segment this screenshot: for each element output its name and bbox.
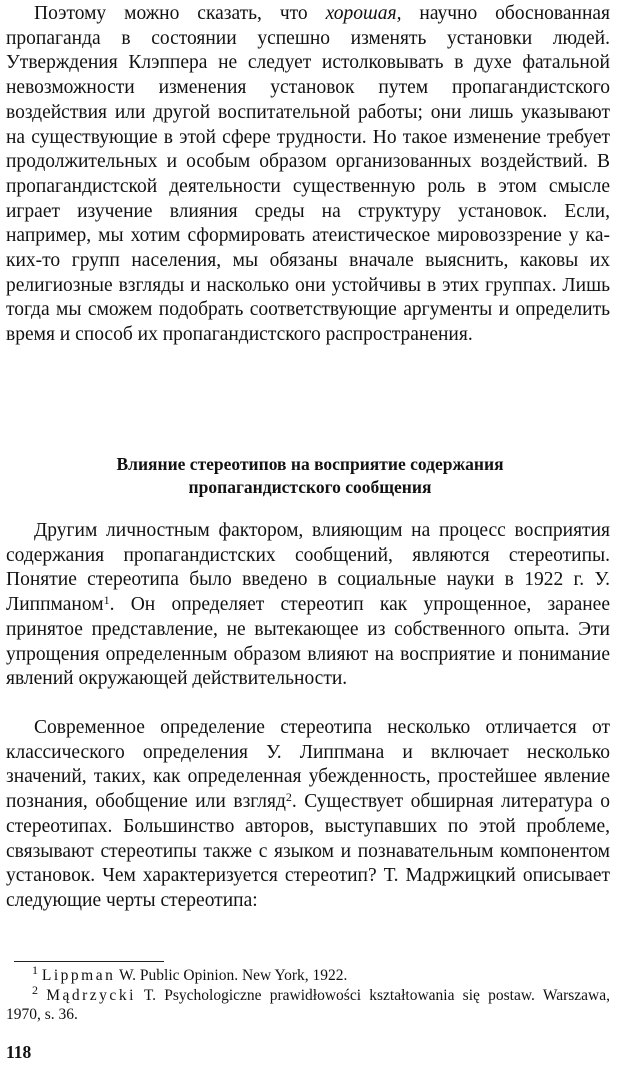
footnote-2-author: Mądrzycki [46, 986, 136, 1004]
footnote-ref-2: 2 [285, 790, 292, 805]
footnote-1-marker: 1 [32, 963, 38, 977]
paragraph-1-text-start: Поэтому можно сказать, что [34, 3, 326, 24]
paragraph-propaganda-attitudes [6, 2, 610, 348]
paragraph-2-text-start: Другим личностным фактором, влияющим на процесс восприятия содержания пропагандистских сообщений, являются стереотипы. Понятие стереотипа было введено в социальные науки в 1922 г. У. Липпманом [6, 520, 610, 616]
paragraph-stereotype-definition [6, 716, 610, 914]
footnote-2-text: T. Psychologiczne prawidłowości kształtowania się postaw. Warszawa, 1970, s. 36. [6, 986, 611, 1023]
footnote-1 [6, 963, 610, 986]
footnote-2 [6, 982, 611, 1025]
section-heading-line-2: пропагандистского сообщения [188, 477, 432, 497]
footnote-1-text: W. Public Opinion. New York, 1922. [115, 967, 348, 984]
paragraph-1-italic-word: хорошая, [325, 3, 402, 24]
footnote-1-author: Lippman [41, 967, 116, 984]
footnote-2-marker: 2 [32, 982, 38, 997]
section-heading [20, 453, 600, 499]
footnote-divider [14, 961, 164, 962]
section-heading-line-1: Влияние стереотипов на восприятие содержания [116, 454, 504, 474]
paragraph-stereotype-intro [6, 519, 610, 692]
paragraph-1-text-rest: научно обоснованная пропаганда в состоянии успешно изменять установки людей. Утверждения Клэппера не следует истолковывать в духе фатальной невозможности изменения установок путем пропагандистского воздействия или другой воспитательной работы; они лишь указывают на существующие в этой сфере трудности. Но такое изменение требует продолжительных и особым образом организованных воздействий. В пропагандистской деятельности существенную роль в этом смысле играет изучение влияния среды на структуру установок. Если, например, мы хотим сформировать атеистическое мировоззрение у каких-то групп населения, мы обязаны вначале выяснить, каковы их религиозные взгляды и насколько они устойчивы в этих группах. Лишь тогда мы сможем подобрать соответствующие аргументы и определить время и способ их пропагандистского распространения. [6, 3, 610, 346]
page-number: 118 [6, 1042, 32, 1062]
footnotes [6, 963, 611, 1025]
paragraph-2-text-rest: . Он определяет стереотип как упрощенное, заранее принятое представление, не вытекающее из собственного опыта. Эти упрощения определенным образом влияют на восприятие и понимание явлений окружающей действительности. [6, 594, 610, 690]
paragraph-3-text-start: Современное определение стереотипа несколько отличается от классического определения У. Липпмана и включает несколько значений, таких, как определенная убежденность, простейшее явление познания, обобщение или взгляд [6, 717, 610, 813]
paragraph-3-text-rest: . Существует обширная литература о стереотипах. Большинство авторов, выступавших по этой проблеме, связывают стереотипы также с языком и познавательным компонентом установок. Чем характеризуется стереотип? Т. Мадржицкий описывает следующие черты стереотипа: [6, 791, 610, 911]
footnote-ref-1: 1 [103, 593, 110, 608]
